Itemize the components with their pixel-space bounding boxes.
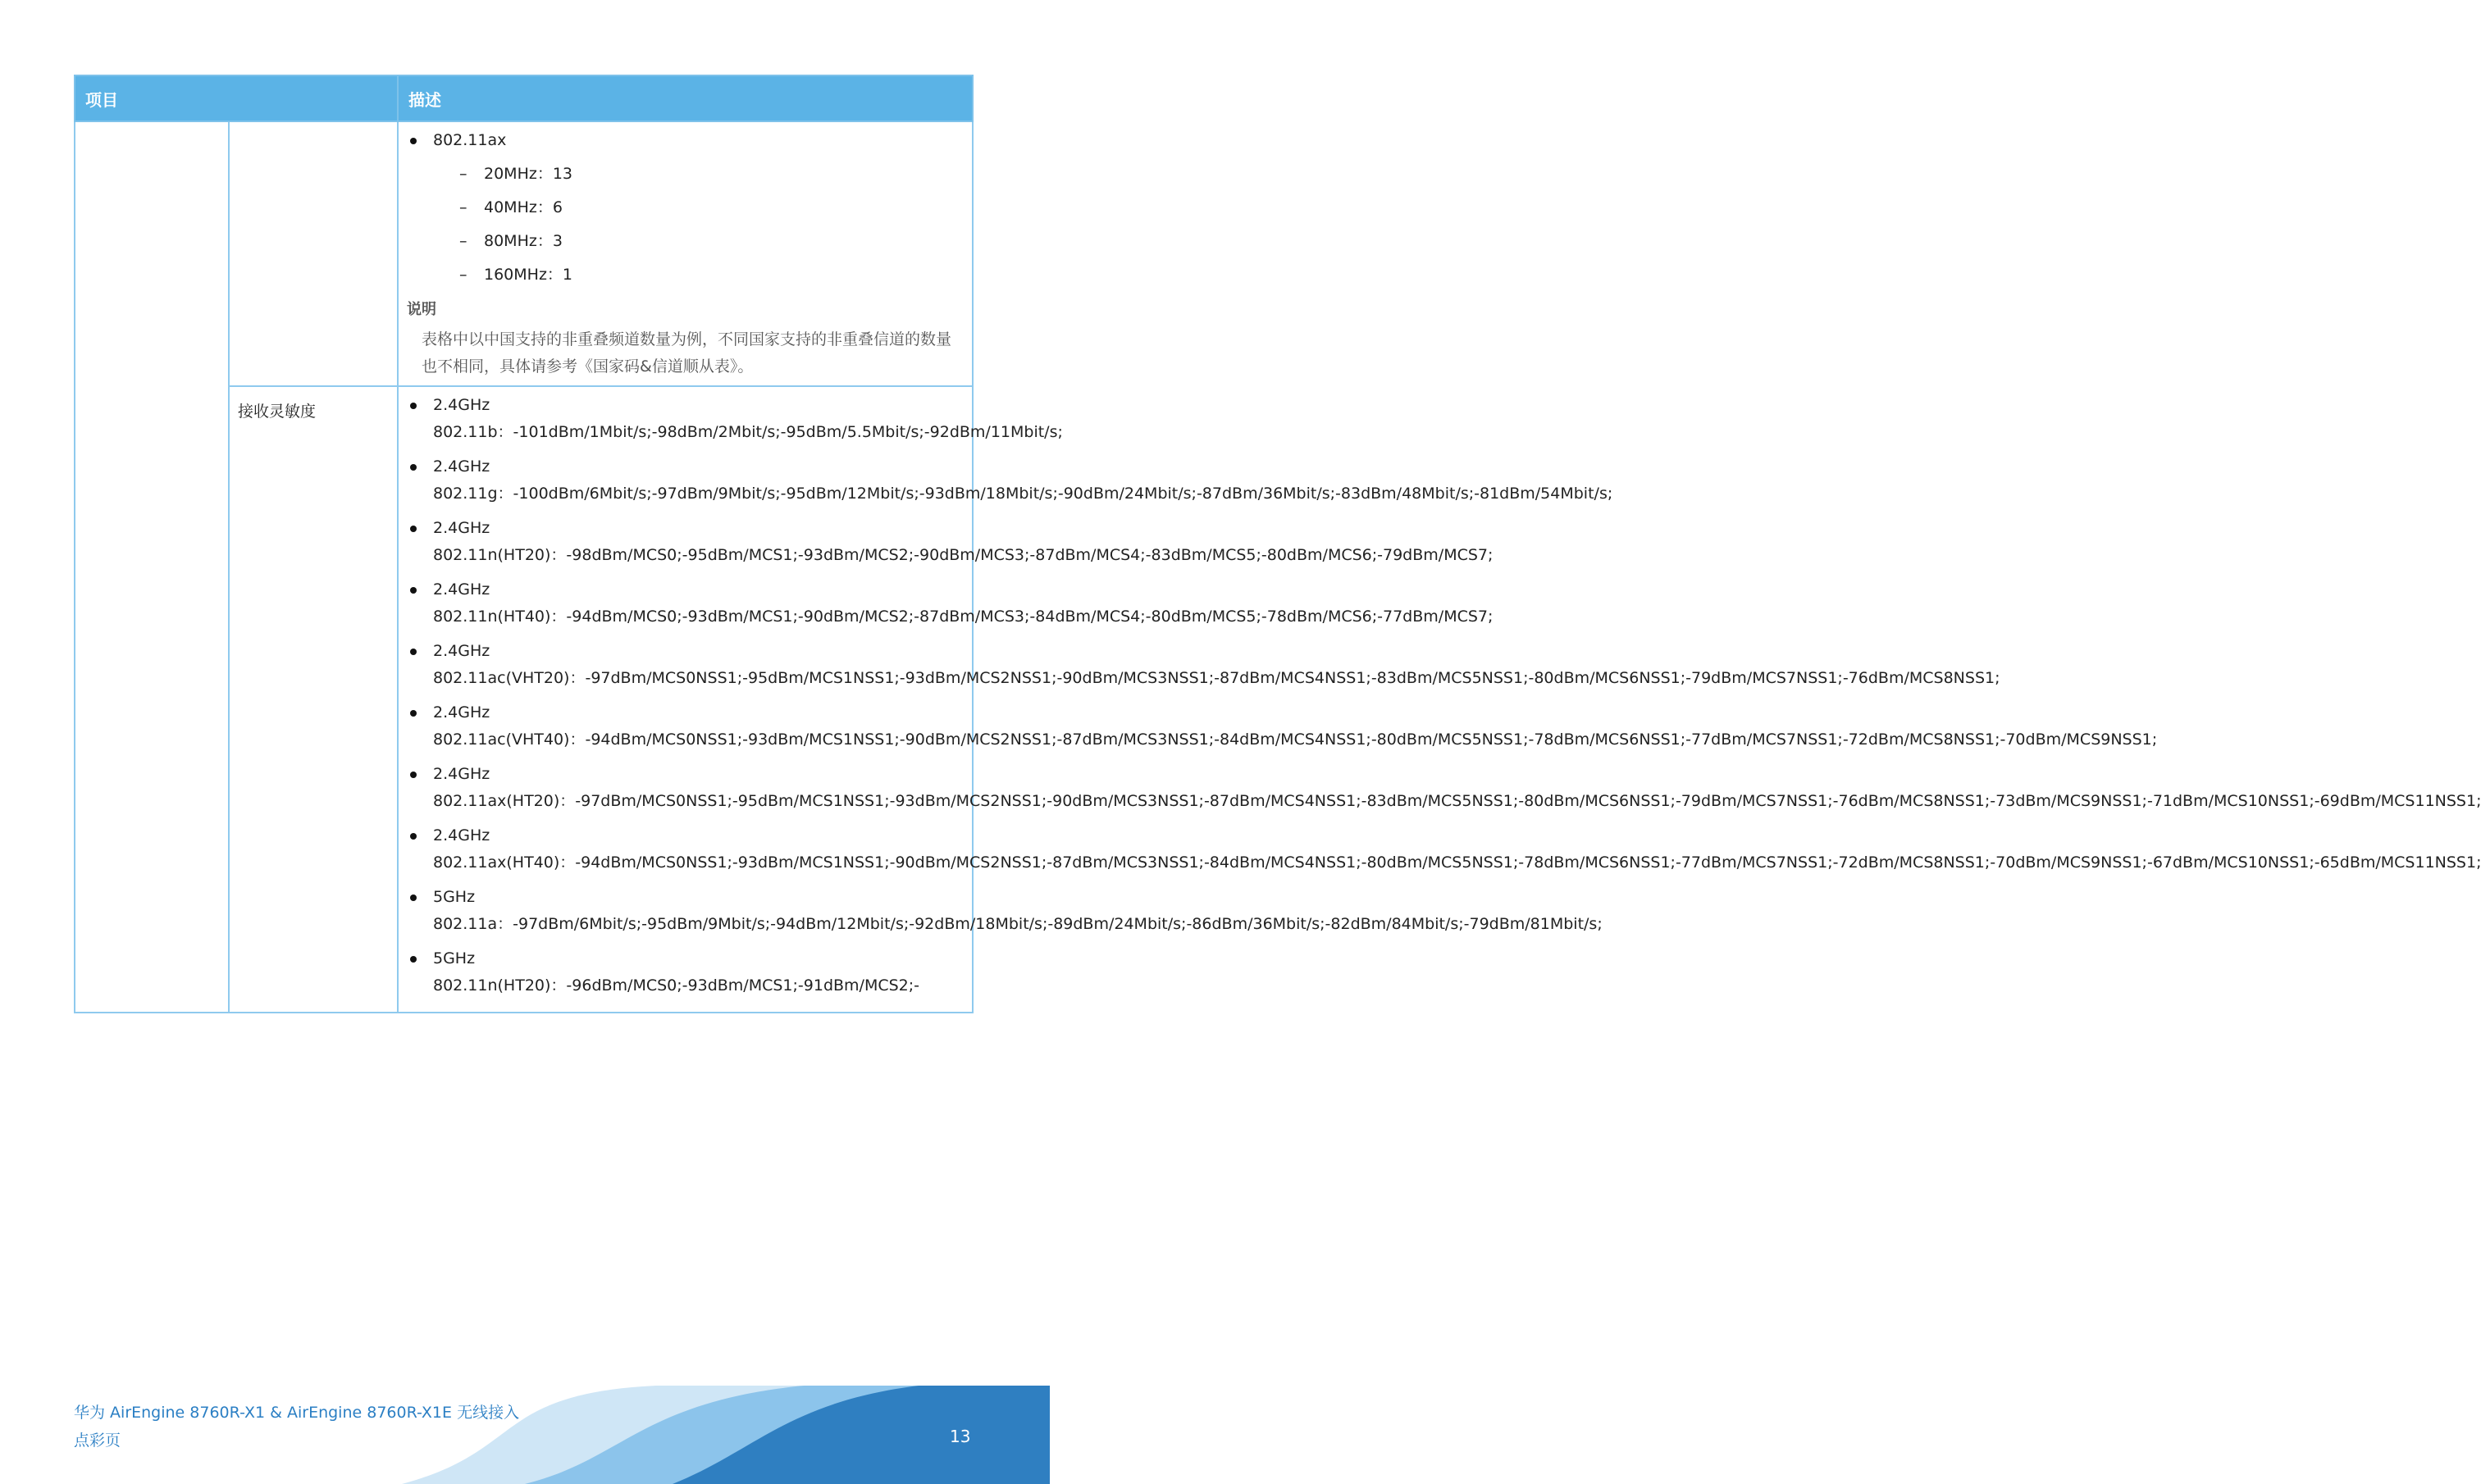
- table-header-row: [75, 75, 973, 121]
- note-title: 说明: [407, 301, 436, 318]
- list-item: 2.4GHz 802.11n(HT20)：-98dBm/MCS0;-95dBm/MCS1;-93dBm/MCS2;-90dBm/MCS3;-87dBm/MCS4;-83dBm/MCS5;-80dBm/MCS6;-79dBm/MCS7;: [407, 515, 962, 569]
- list-item: 2.4GHz 802.11b：-101dBm/1Mbit/s;-98dBm/2Mbit/s;-95dBm/5.5Mbit/s;-92dBm/11Mbit/s;: [407, 392, 962, 446]
- sensitivity-label: 接收灵敏度: [229, 386, 398, 1013]
- list-item: – 20MHz：13: [459, 161, 962, 188]
- note-body: 表格中以中国支持的非重叠频道数量为例，不同国家支持的非重叠信道的数量也不相同，具体请参考《国家码&信道顺从表》。: [422, 330, 952, 376]
- table-row-channels: [75, 121, 973, 386]
- list-item: 2.4GHz 802.11ac(VHT20)：-97dBm/MCS0NSS1;-95dBm/MCS1NSS1;-93dBm/MCS2NSS1;-90dBm/MCS3NSS1;-87dBm/MCS4NSS1;-83dBm/MCS5NSS1;-80dBm/MCS6NSS1;-79dBm/MCS7NSS1;-76dBm/MCS8NSS1;: [407, 638, 962, 692]
- footer-title: 华为 AirEngine 8760R-X1 & AirEngine 8760R-X1E 无线接入点彩页: [74, 1404, 520, 1450]
- list-item: 5GHz 802.11a：-97dBm/6Mbit/s;-95dBm/9Mbit/s;-94dBm/12Mbit/s;-92dBm/18Mbit/s;-89dBm/24Mbit/s;-86dBm/36Mbit/s;-82dBm/84Mbit/s;-79dBm/81Mbit/s;: [407, 884, 962, 938]
- list-item: 2.4GHz 802.11ac(VHT40)：-94dBm/MCS0NSS1;-93dBm/MCS1NSS1;-90dBm/MCS2NSS1;-87dBm/MCS3NSS1;-84dBm/MCS4NSS1;-80dBm/MCS5NSS1;-78dBm/MCS6NSS1;-77dBm/MCS7NSS1;-72dBm/MCS8NSS1;-70dBm/MCS9NSS1;: [407, 699, 962, 753]
- header-description: 描述: [398, 75, 973, 121]
- list-item: [407, 127, 962, 289]
- channel-standard-list: [407, 127, 962, 289]
- header-item: 项目: [75, 75, 398, 121]
- channel-description-cell: [398, 121, 973, 386]
- spec-table: [74, 75, 2481, 1013]
- list-item: 5GHz 802.11n(HT20)：-96dBm/MCS0;-93dBm/MCS1;-91dBm/MCS2;-: [407, 945, 962, 999]
- list-item: – 80MHz：3: [459, 228, 962, 255]
- list-item: – 40MHz：6: [459, 194, 962, 221]
- category-cell: [75, 121, 229, 1013]
- channel-label-cell: [229, 121, 398, 386]
- list-item: 2.4GHz 802.11ax(HT40)：-94dBm/MCS0NSS1;-93dBm/MCS1NSS1;-90dBm/MCS2NSS1;-87dBm/MCS3NSS1;-84dBm/MCS4NSS1;-80dBm/MCS5NSS1;-78dBm/MCS6NSS1;-77dBm/MCS7NSS1;-72dBm/MCS8NSS1;-70dBm/MCS9NSS1;-67dBm/MCS10NSS1;-65dBm/MCS11NSS1;: [407, 822, 962, 876]
- list-item: 2.4GHz 802.11g：-100dBm/6Mbit/s;-97dBm/9Mbit/s;-95dBm/12Mbit/s;-93dBm/18Mbit/s;-90dBm/24Mbit/s;-87dBm/36Mbit/s;-83dBm/48Mbit/s;-81dBm/54Mbit/s;: [407, 453, 962, 508]
- list-item: 2.4GHz 802.11ax(HT20)：-97dBm/MCS0NSS1;-95dBm/MCS1NSS1;-93dBm/MCS2NSS1;-90dBm/MCS3NSS1;-87dBm/MCS4NSS1;-83dBm/MCS5NSS1;-80dBm/MCS6NSS1;-79dBm/MCS7NSS1;-76dBm/MCS8NSS1;-73dBm/MCS9NSS1;-71dBm/MCS10NSS1;-69dBm/MCS11NSS1;: [407, 761, 962, 815]
- sensitivity-list: [407, 392, 2481, 999]
- sensitivity-description-cell: [398, 386, 2481, 1013]
- page-number: 13: [950, 1427, 971, 1446]
- channel-standard: 802.11ax: [433, 131, 507, 149]
- channel-entry-list: [433, 161, 962, 289]
- list-item: – 160MHz：1: [459, 262, 962, 289]
- list-item: 2.4GHz 802.11n(HT40)：-94dBm/MCS0;-93dBm/MCS1;-90dBm/MCS2;-87dBm/MCS3;-84dBm/MCS4;-80dBm/MCS5;-78dBm/MCS6;-77dBm/MCS7;: [407, 576, 962, 630]
